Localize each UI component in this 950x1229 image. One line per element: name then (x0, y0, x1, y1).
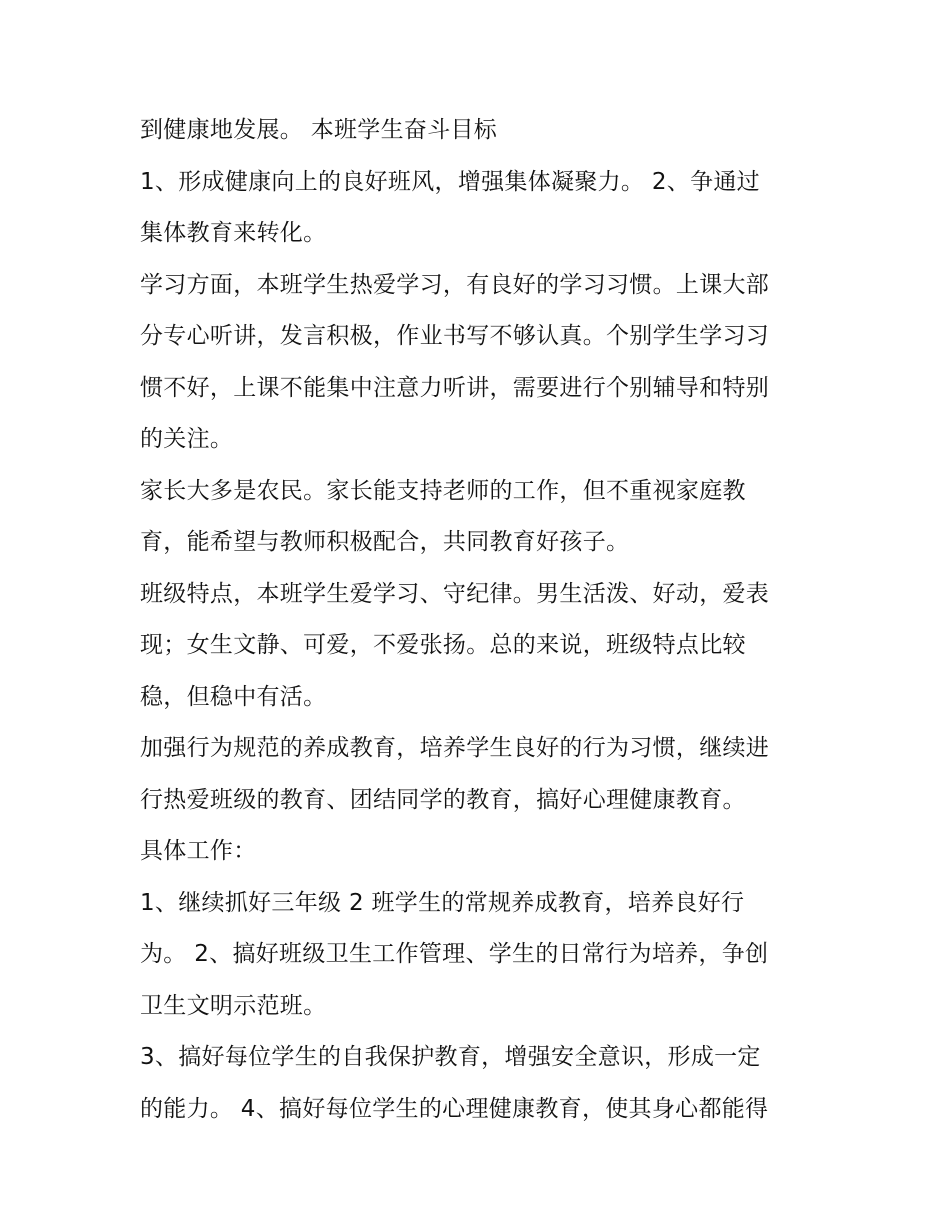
text-line: 3、搞好每位学生的自我保护教育，增强安全意识，形成一定 (140, 1044, 761, 1070)
text-line: 班级特点，本班学生爱学习、守纪律。男生活泼、好动，爱表 (140, 580, 770, 607)
text-line: 稳，但稳中有活。 (140, 683, 327, 710)
text-line: 的能力。 4、搞好每位学生的心理健康教育，使其身心都能得 (140, 1095, 769, 1122)
text-line: 行热爱班级的教育、团结同学的教育，搞好心理健康教育。 (140, 786, 746, 813)
text-line: 家长大多是农民。家长能支持老师的工作，但不重视家庭教 (140, 477, 746, 504)
text-line: 1、继续抓好三年级 2 班学生的常规养成教育，培养良好行 (140, 889, 745, 916)
text-line: 到健康地发展。 本班学生奋斗目标 (140, 117, 498, 143)
text-line: 的关注。 (140, 426, 234, 452)
text-line: 加强行为规范的养成教育，培养学生良好的行为习惯，继续进 (140, 735, 770, 761)
text-line: 集体教育来转化。 (140, 220, 327, 246)
text-line: 学习方面，本班学生热爱学习，有良好的学习习惯。上课大部 (140, 271, 770, 298)
text-line: 具体工作： (140, 838, 257, 864)
text-line: 惯不好，上课不能集中注意力听讲，需要进行个别辅导和特别 (140, 374, 770, 401)
text-line: 卫生文明示范班。 (140, 992, 327, 1019)
text-line: 现；女生文静、可爱，不爱张扬。总的来说，班级特点比较 (140, 632, 746, 658)
text-line: 为。 2、搞好班级卫生工作管理、学生的日常行为培养，争创 (140, 941, 769, 967)
text-line: 分专心听讲，发言积极，作业书写不够认真。个别学生学习习 (140, 323, 770, 349)
text-line: 1、形成健康向上的良好班风，增强集体凝聚力。 2、争通过 (140, 168, 760, 195)
text-line: 育，能希望与教师积极配合，共同教育好孩子。 (140, 529, 630, 555)
document-body (140, 110, 820, 1140)
